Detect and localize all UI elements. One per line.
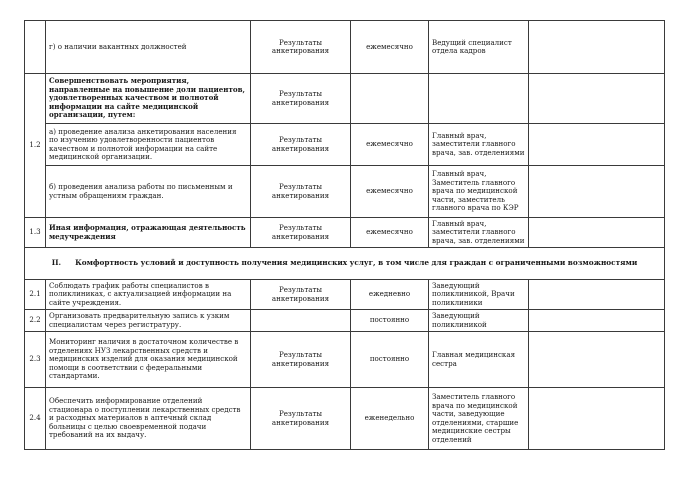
measure-text: Обеспечить информирование отделений стационара о поступлении лекарственных средств и расходных материалов в аптечный склад больницы с целью своевременной подачи требований на их выдачу. bbox=[46, 388, 251, 450]
empty-cell bbox=[529, 388, 665, 450]
measure-text: Мониторинг наличия в достаточном количестве в отделениях НУЗ лекарственных средств и медицинских изделий для оказания медицинской помощи в соответствии с федеральными стандартами. bbox=[46, 332, 251, 388]
empty-cell bbox=[529, 332, 665, 388]
measure-text: Организовать предварительную запись к узким специалистам через регистратуру. bbox=[46, 310, 251, 332]
period-cell: еженедельно bbox=[351, 388, 429, 450]
table-row bbox=[25, 166, 665, 218]
section-header bbox=[25, 248, 665, 280]
empty-cell bbox=[529, 21, 665, 74]
responsible-cell bbox=[429, 74, 529, 124]
period-cell: ежемесячно bbox=[351, 124, 429, 166]
empty-cell bbox=[529, 124, 665, 166]
row-number: 2.3 bbox=[25, 332, 46, 388]
responsible-cell: Главная медицинская сестра bbox=[429, 332, 529, 388]
empty-cell bbox=[529, 218, 665, 248]
responsible-cell: Заведующий поликлиникой, Врачи поликлиники bbox=[429, 280, 529, 310]
responsible-cell: Заместитель главного врача по медицинской части, заведующие отделениями, старшие медицинские сестры отделений bbox=[429, 388, 529, 450]
measure-text: Иная информация, отражающая деятельность медучреждения bbox=[46, 218, 251, 248]
period-cell: ежемесячно bbox=[351, 218, 429, 248]
measure-text: г) о наличии вакантных должностей bbox=[46, 21, 251, 74]
measure-text: а) проведение анализа анкетирования населения по изучению удовлетворенности пациентов качеством и полнотой информации на сайте медицинской организации. bbox=[46, 124, 251, 166]
responsible-cell: Главный врач, Заместитель главного врача по медицинской части, заместитель главного врача по КЭР bbox=[429, 166, 529, 218]
period-cell bbox=[351, 74, 429, 124]
responsible-cell: Главный врач, заместители главного врача, зав. отделениями bbox=[429, 218, 529, 248]
basis-cell: Результаты анкетирования bbox=[251, 280, 351, 310]
empty-cell bbox=[529, 310, 665, 332]
empty-cell bbox=[529, 74, 665, 124]
basis-cell: Результаты анкетирования bbox=[251, 388, 351, 450]
section-header-row bbox=[25, 248, 665, 280]
table-row bbox=[25, 218, 665, 248]
table-row bbox=[25, 280, 665, 310]
measure-text: Совершенствовать мероприятия, направленные на повышение доли пациентов, удовлетворенных качеством и полнотой информации на сайте медицинской организации, путем: bbox=[46, 74, 251, 124]
table-row bbox=[25, 74, 665, 124]
period-cell: ежедневно bbox=[351, 280, 429, 310]
basis-cell: Результаты анкетирования bbox=[251, 218, 351, 248]
row-number: 1.2 bbox=[25, 74, 46, 218]
row-number: 2.1 bbox=[25, 280, 46, 310]
row-number: 1.3 bbox=[25, 218, 46, 248]
period-cell: ежемесячно bbox=[351, 21, 429, 74]
basis-cell: Результаты анкетирования bbox=[251, 74, 351, 124]
basis-cell: Результаты анкетирования bbox=[251, 332, 351, 388]
table-row bbox=[25, 332, 665, 388]
basis-cell: Результаты анкетирования bbox=[251, 124, 351, 166]
basis-cell: Результаты анкетирования bbox=[251, 21, 351, 74]
basis-cell bbox=[251, 310, 351, 332]
basis-cell: Результаты анкетирования bbox=[251, 166, 351, 218]
table-row bbox=[25, 124, 665, 166]
section-title: Комфортность условий и доступность получения медицинских услуг, в том числе для граждан с ограниченными возможностями bbox=[75, 258, 638, 268]
responsible-cell: Ведущий специалист отдела кадров bbox=[429, 21, 529, 74]
row-number: 2.4 bbox=[25, 388, 46, 450]
measure-text: б) проведения анализа работы по письменным и устным обращениям граждан. bbox=[46, 166, 251, 218]
responsible-cell: Заведующий поликлиникой bbox=[429, 310, 529, 332]
table-row bbox=[25, 310, 665, 332]
section-number: II. bbox=[51, 258, 62, 268]
empty-cell bbox=[529, 166, 665, 218]
responsible-cell: Главный врач, заместители главного врача, зав. отделениями bbox=[429, 124, 529, 166]
empty-cell bbox=[529, 280, 665, 310]
row-number bbox=[25, 21, 46, 74]
period-cell: постоянно bbox=[351, 310, 429, 332]
row-number: 2.2 bbox=[25, 310, 46, 332]
measure-text: Соблюдать график работы специалистов в поликлиниках, с актуализацией информации на сайте учреждения. bbox=[46, 280, 251, 310]
action-plan-table bbox=[24, 20, 665, 450]
table-row bbox=[25, 388, 665, 450]
table-row bbox=[25, 21, 665, 74]
period-cell: ежемесячно bbox=[351, 166, 429, 218]
period-cell: постоянно bbox=[351, 332, 429, 388]
